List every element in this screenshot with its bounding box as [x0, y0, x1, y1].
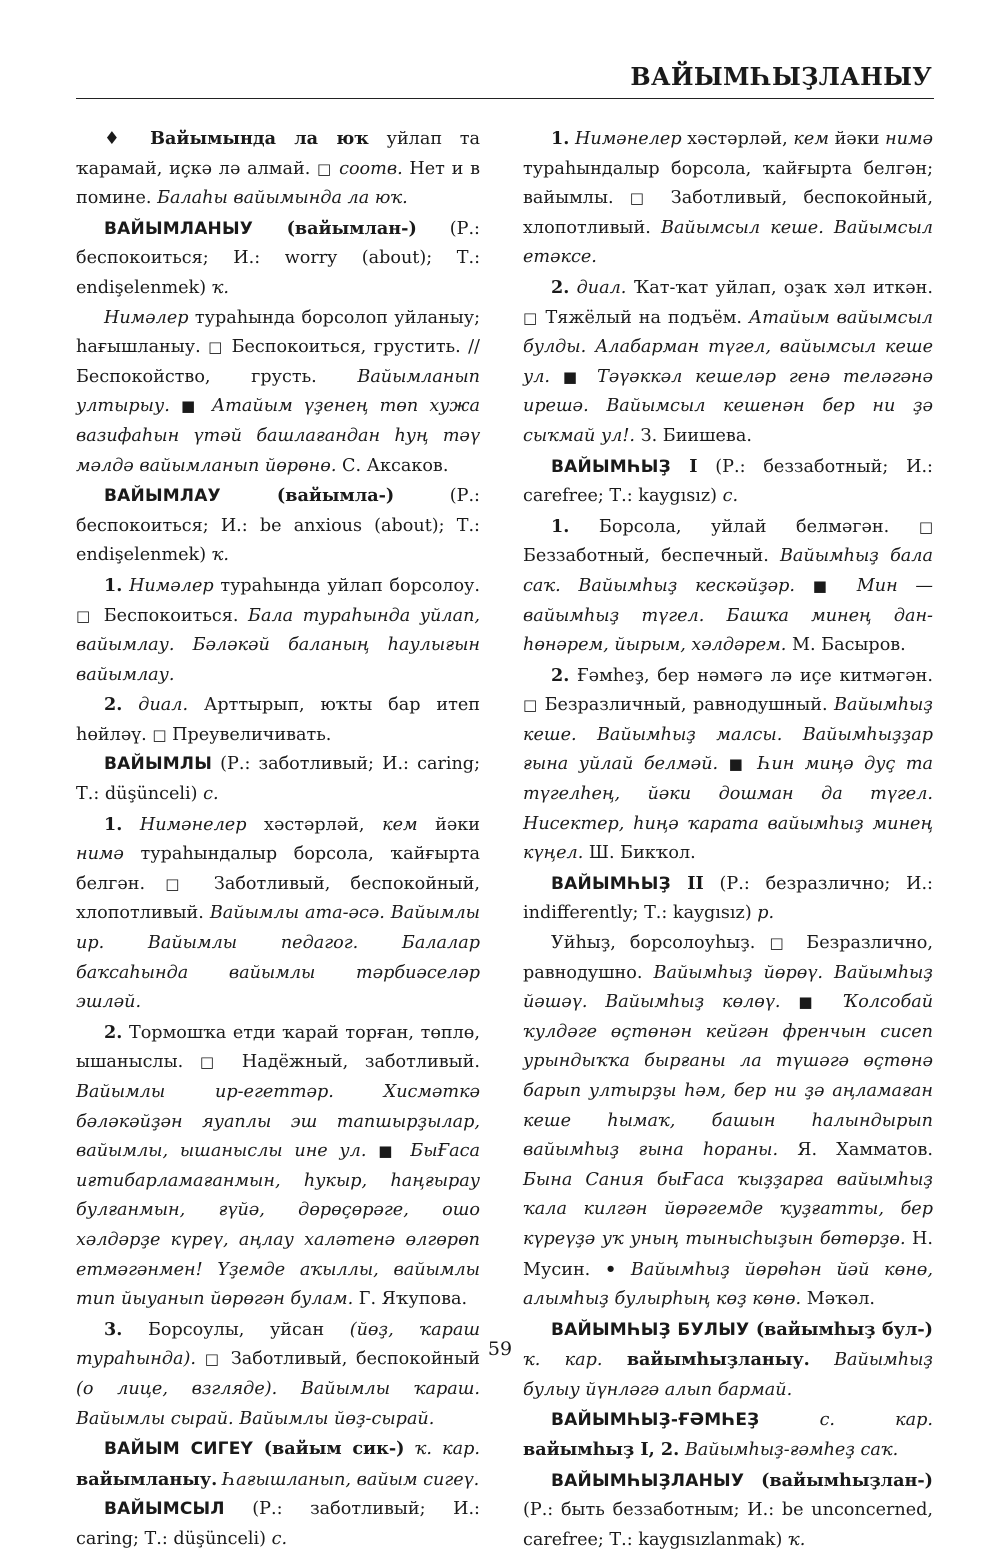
headword: ВАЙЫМЛАУ	[104, 486, 221, 507]
dictionary-entry	[523, 1406, 933, 1466]
text-segment: йәки	[417, 814, 480, 835]
headword: ВАЙЫМЛЫ	[104, 754, 213, 775]
text-segment: С. Аксаков.	[336, 455, 449, 476]
text-segment: Тәүәккәл кешеләр генә теләгәнә ирешә. Вайымсыл кешенән бер ни ҙә сыҡмай ул!.	[523, 366, 933, 446]
square-marker: ■	[798, 993, 825, 1012]
text-segment: (йөҙ, ҡараш тураһында).	[76, 1319, 481, 1370]
square-marker: □	[208, 338, 225, 357]
text-segment: 1.	[551, 128, 570, 149]
square-marker: ■	[562, 367, 585, 386]
text-segment: •	[604, 1258, 617, 1280]
text-segment	[616, 1260, 631, 1280]
headword: ВАЙЫМҺЫҘЛАНЫУ	[551, 1470, 745, 1491]
dictionary-entry	[76, 214, 480, 304]
text-segment: Нимәнелер	[139, 814, 247, 835]
definition-paragraph	[523, 512, 933, 661]
text-segment: Балаһы вайымында ла юҡ.	[157, 188, 408, 209]
dictionary-entry	[76, 1434, 480, 1495]
definition-paragraph	[523, 273, 933, 452]
text-segment: диал.	[576, 277, 627, 298]
running-head: ВАЙЫМҺЫҘЛАНЫУ	[630, 62, 932, 91]
square-marker: □	[165, 874, 194, 893]
text-segment	[550, 367, 563, 387]
text-segment: (вайым сик-)	[253, 1438, 405, 1460]
dictionary-entry	[523, 1315, 933, 1406]
text-segment: Вайымлы ата-әсә. Вайымлы ир. Вайымлы педагог. Балалар баҡсаһында вайымлы тәрбиәселәр эшләй.	[76, 903, 480, 1013]
text-segment: Безразличный, равнодушный.	[538, 695, 835, 716]
text-segment: Һағышланып, вайым сигеү.	[222, 1469, 480, 1490]
definition-paragraph	[76, 1315, 480, 1434]
text-segment: Я. Хамматов.	[778, 1140, 933, 1161]
text-segment: ♦ Вайымында ла юҡ	[104, 128, 369, 149]
text-segment: Бала тураһында уйлап, вайымлау. Бәләкәй баланың һаулығын вайымлау.	[76, 605, 480, 685]
text-segment: (Р.: заботливый; И.: caring; Т.: düşünceli)	[76, 754, 480, 805]
text-segment: с. кар.	[819, 1409, 933, 1430]
text-segment: (Р.: безразлично; И.: indifferently; Т.: kaygısız)	[523, 873, 933, 924]
text-segment: с.	[271, 1528, 288, 1549]
text-segment: Заботливый, беспокойный	[222, 1349, 480, 1370]
text-segment: Вайымлы ир-егеттәр. Хисмәткә бәләкәйҙән яуаплы эш тапшырҙылар, вайымлы, ышаныслы ине ул.	[76, 1082, 480, 1162]
text-segment: (Р.: заботливый; И.: caring; Т.: düşünceli)	[76, 1499, 480, 1549]
text-segment	[718, 754, 729, 774]
text-segment: Мин — вайымһыҙ түгел. Башҡа минең дан-һөнәрем, йырым, хәлдәрем.	[523, 575, 934, 656]
square-marker: ■	[812, 576, 840, 595]
text-segment: (вайымлан-)	[253, 217, 417, 239]
text-segment	[170, 396, 181, 416]
text-segment	[404, 1439, 414, 1459]
text-segment: с.	[203, 784, 219, 805]
definition-paragraph	[76, 690, 480, 750]
text-segment: тураһындалыр борсола, ҡайғырта белгән; вайымлы.	[523, 158, 933, 209]
headword: ВАЙЫМЛАНЫУ	[104, 218, 254, 239]
text-segment	[399, 1141, 411, 1161]
text-segment: 1.	[551, 515, 570, 537]
text-segment: Вайымһыҙ кеше. Вайымһыҙ малсы. Вайымһыҙҙар ғына уйлай белмәй.	[523, 695, 933, 775]
text-segment: Тяжёлый на подъём.	[538, 307, 749, 328]
page-number: 59	[487, 1338, 513, 1360]
text-segment: тураһында борсолоп уйланыу; һағышланыу.	[76, 307, 480, 358]
text-segment: Нет и в помине.	[76, 158, 481, 209]
text-segment	[759, 1410, 819, 1430]
text-segment: II	[670, 872, 704, 894]
text-segment: Уйһыҙ, борсолоуһыҙ.	[551, 933, 770, 954]
text-segment	[569, 278, 576, 298]
text-segment: Атайым вайымсыл булды. Алабарман түгел, вайымсыл кеше ул.	[523, 307, 933, 387]
dictionary-entry	[76, 1495, 480, 1554]
text-segment: (Р.: беззаботный; И.: carefree; Т.: kaygısız)	[523, 456, 933, 507]
text-segment	[584, 367, 597, 387]
text-segment: Һин миңә дуҫ та түгелһең, йәки дошман да түгел. Нисектер, һиңә ҡарата вайымһыҙ минең күңел.	[523, 754, 934, 864]
text-segment: с.	[722, 486, 739, 507]
text-segment: (Р.: быть беззаботным; И.: be unconcerned, carefree; Т.: kaygısızlanmak)	[523, 1500, 933, 1550]
text-segment: уйлап та ҡарамай, иҫкә лә алмай.	[76, 129, 480, 179]
square-marker: □	[152, 725, 167, 744]
text-segment: Борсола, уйлай белмәгән.	[569, 516, 919, 537]
text-segment: 2.	[551, 276, 570, 298]
square-marker: □	[629, 189, 655, 208]
headword: ВАЙЫМ СИГЕҮ	[104, 1439, 254, 1460]
text-segment: хәстәрләй,	[681, 129, 794, 149]
square-marker: □	[199, 1053, 226, 1072]
square-marker: □	[769, 934, 793, 953]
square-marker: □	[317, 159, 333, 178]
text-segment: йәки	[828, 129, 886, 149]
text-segment: нимә	[76, 844, 124, 865]
text-segment: ҡ.	[211, 545, 230, 566]
square-marker: □	[204, 1350, 223, 1369]
text-segment	[366, 1141, 378, 1161]
square-marker: □	[918, 517, 933, 536]
text-segment: кем	[382, 814, 418, 835]
text-segment: хәстәрләй,	[246, 814, 383, 835]
square-marker: □	[523, 308, 539, 327]
text-segment: Преувеличивать.	[166, 724, 332, 745]
text-segment: М. Басыров.	[786, 635, 906, 656]
text-segment: Арттырып, юҡты бар итеп һөйләү.	[76, 695, 480, 745]
headword: ВАЙЫМҺЫҘ БУЛЫУ	[551, 1319, 750, 1340]
headword: ВАЙЫМҺЫҘ	[551, 873, 671, 894]
text-segment: нимә	[885, 129, 934, 149]
text-segment: БыҒаса иғтибарламағанмын, һукыр, һаңғырау булғанмын, ғүйә, дөрөҫөрәге, ошо хәлдәрҙе күреү, аңлау халәтенә өлгөрөп етмәгәнмен! Үҙемде аҡыллы, вайымлы тип йыуанып йөрөгән булам.	[76, 1141, 481, 1310]
definition-paragraph	[523, 661, 933, 869]
text-segment	[748, 754, 759, 774]
dictionary-entry	[523, 1466, 933, 1556]
text-segment: кем	[793, 129, 829, 149]
text-segment: Беззаботный, беспечный.	[523, 546, 780, 567]
text-segment: Вайымсыл кеше. Вайымсыл етәксе.	[523, 217, 933, 268]
text-segment: ҡ.	[211, 277, 230, 298]
square-marker: ■	[728, 755, 748, 774]
text-segment: вайымланыу.	[76, 1468, 218, 1490]
text-segment: Ш. Бикҡол.	[583, 843, 696, 864]
text-segment: р.	[757, 903, 775, 924]
text-segment: ҡ.	[787, 1529, 806, 1550]
text-segment: 1.	[104, 574, 123, 596]
dictionary-entry	[523, 869, 933, 929]
text-segment: Мәҡәл.	[801, 1289, 875, 1310]
text-segment: Тормошҡа етди ҡарай торған, төплө, ышаныслы.	[76, 1022, 480, 1073]
text-segment: Бына Сания быҒаса ҡыҙҙарға вайымһыҙ ҡала килгән йөрәгемде ҡуҙғатты, бер күреүҙә уҡ уның тынысһыҙын бөтөрҙө.	[523, 1169, 933, 1249]
text-segment: (Р.: беспокоиться; И.: worry (about); Т.: endişelenmek)	[76, 218, 480, 298]
definition-paragraph	[76, 304, 480, 482]
text-segment: З. Биишева.	[635, 425, 752, 446]
definition-paragraph	[76, 1018, 480, 1315]
text-segment: Нимәлер	[129, 575, 214, 596]
text-segment: тураһындалыр борсола, ҡайғырта белгән.	[76, 844, 480, 894]
square-marker: □	[76, 606, 95, 625]
text-segment: Вайымһыҙ бала саҡ. Вайымһыҙ кескәйҙәр.	[523, 546, 933, 596]
text-segment: вайымһыҙ I, 2.	[523, 1439, 680, 1461]
text-segment: вайымһыҙланыу.	[626, 1349, 810, 1371]
text-segment: Борсоулы, уйсан	[122, 1319, 350, 1340]
dictionary-entry	[523, 452, 933, 512]
definition-paragraph	[76, 124, 480, 214]
text-segment: Ҡат-ҡат уйлап, оҙаҡ хәл иткән.	[626, 277, 934, 298]
text-segment: (Р.: беспокоиться; И.: be anxious (about); Т.: endişelenmek)	[76, 486, 480, 566]
dictionary-entry	[76, 750, 480, 809]
text-segment: 2.	[551, 664, 570, 686]
text-segment: 2.	[104, 694, 123, 716]
text-segment: (о лице, взгляде). Вайымлы ҡараш. Вайымлы сырай. Вайымлы йөҙ-сырай.	[76, 1378, 480, 1429]
text-segment	[201, 396, 212, 416]
text-segment: (вайымһыҙ бул-)	[749, 1318, 933, 1340]
text-segment: 1.	[104, 813, 123, 835]
text-segment: Г. Яҡупова.	[353, 1289, 468, 1310]
text-segment	[122, 815, 140, 835]
text-segment: (вайымла-)	[220, 485, 395, 507]
definition-paragraph	[76, 810, 480, 1018]
text-segment: Надёжный, заботливый.	[225, 1052, 480, 1073]
text-segment: ҡ. кар.	[523, 1350, 603, 1371]
text-segment: Заботливый, беспокойный, хлопотливый.	[523, 188, 933, 238]
text-segment: 3.	[104, 1318, 123, 1340]
text-segment: Н. Мусин.	[523, 1228, 933, 1280]
headword: ВАЙЫМСЫЛ	[104, 1499, 225, 1520]
text-segment: Нимәлер	[104, 307, 189, 328]
text-segment: Нимәнелер	[575, 129, 682, 149]
text-segment: Ғәмһеҙ, бер нәмәгә лә иҫе китмәгән.	[569, 665, 933, 686]
text-segment	[122, 695, 138, 715]
text-segment: Вайымланып ултырыу.	[76, 366, 480, 417]
text-segment: тураһында уйлап борсолоу.	[213, 575, 481, 596]
headword: ВАЙЫМҺЫҘ	[551, 456, 671, 477]
text-segment: Ҡолсобай ҡулдәге өҫтөнән кейгән френчын сисеп урындыҡҡа бырғаны ла түшәгә өҫтөнә барып ултырҙы һәм, бер ни ҙә аңламаған кеше һымаҡ, башын һалындырып вайымһыҙ ғына һораны.	[523, 992, 934, 1161]
text-segment: Заботливый, беспокойный, хлопотливый.	[76, 873, 480, 924]
text-segment: Вайымһыҙ-ғәмһеҙ саҡ.	[684, 1440, 899, 1461]
definition-paragraph	[523, 124, 933, 273]
text-segment: (вайымһыҙлан-)	[744, 1469, 933, 1491]
square-marker: □	[523, 696, 539, 715]
text-segment: Безразлично, равнодушно.	[523, 933, 933, 983]
dictionary-entry	[76, 481, 480, 571]
text-segment: Вайымһыҙ булыу йүнләгә алып бармай.	[523, 1350, 934, 1400]
text-segment: I	[670, 455, 698, 477]
square-marker: ■	[378, 1142, 399, 1161]
text-segment	[795, 576, 813, 596]
text-segment	[825, 992, 843, 1012]
text-segment: Беспокоиться.	[94, 605, 249, 626]
text-segment	[781, 992, 799, 1012]
text-segment: соотв.	[339, 158, 403, 179]
headword: ВАЙЫМҺЫҘ-ҒӘМҺЕҘ	[551, 1409, 760, 1430]
square-marker: ■	[180, 397, 201, 416]
text-segment: диал.	[138, 695, 189, 716]
text-segment: Атайым үҙенең төп хужа вазифаһын үтәй башлағандан һуң тәү мәлдә вайымланып йөрөнө.	[76, 396, 480, 476]
text-segment: 2.	[104, 1021, 123, 1043]
text-segment: Вайымһыҙ йөрөһән йәй көнө, алымһыҙ булырһың көҙ көнө.	[523, 1259, 933, 1310]
header-rule	[76, 98, 934, 99]
text-segment: Беспокоиться, грустить. // Беспокойство, грусть.	[76, 337, 480, 387]
text-segment: Вайымһыҙ йөрөү. Вайымһыҙ йәшәү. Вайымһыҙ көлөү.	[523, 962, 933, 1013]
definition-paragraph	[523, 929, 933, 1315]
definition-paragraph	[76, 571, 480, 690]
text-segment: ҡ. кар.	[414, 1439, 481, 1460]
text-segment	[839, 576, 857, 596]
